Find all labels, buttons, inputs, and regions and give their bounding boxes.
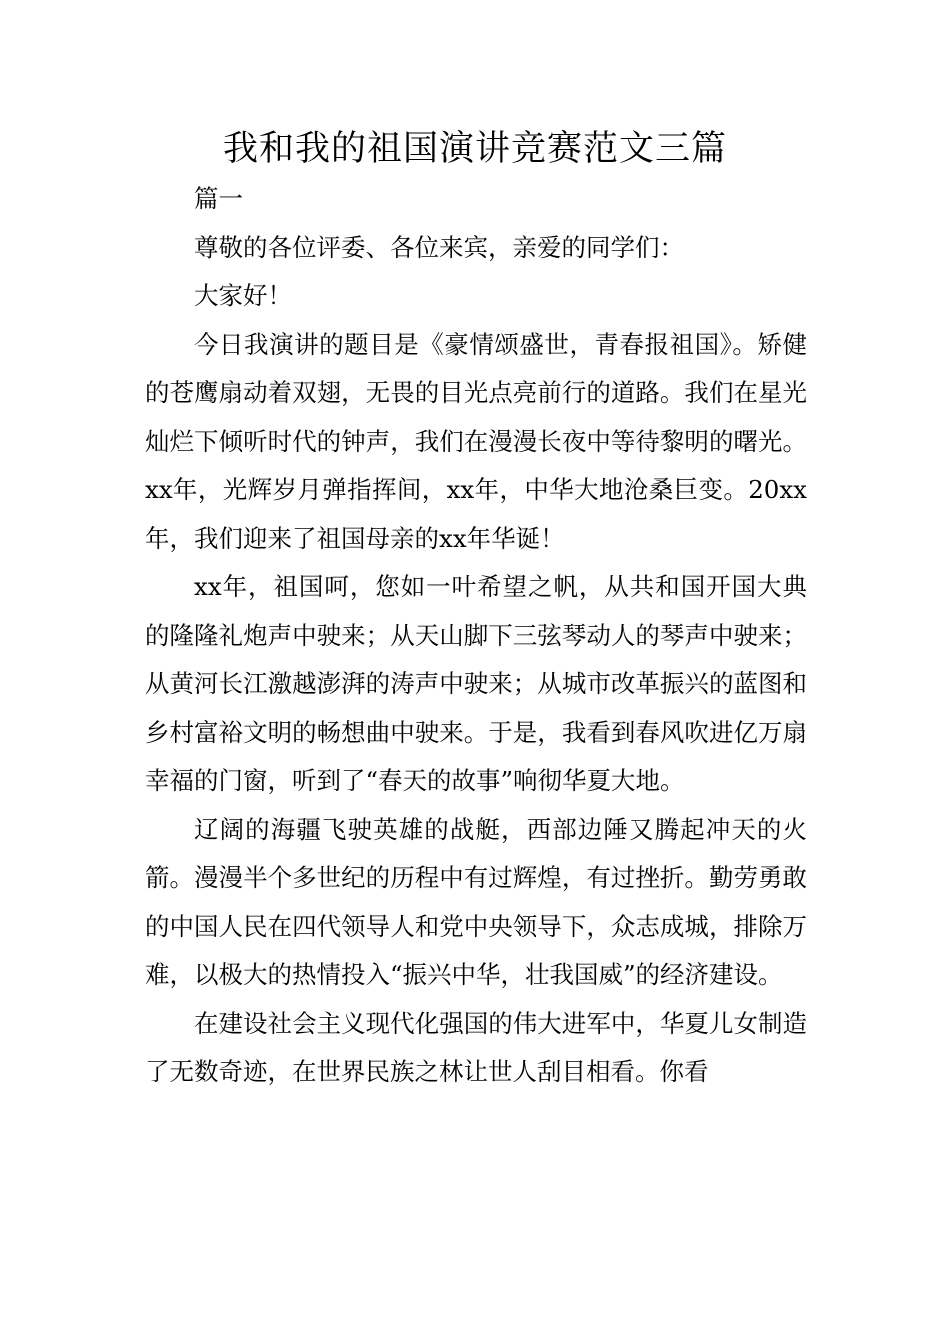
salutation: 尊敬的各位评委、各位来宾，亲爱的同学们： bbox=[194, 232, 684, 262]
document-body bbox=[145, 175, 807, 1097]
body-paragraph: 在建设社会主义现代化强国的伟大进军中，华夏儿女制造了无数奇迹，在世界民族之林让世人刮目相看。你看 bbox=[145, 1008, 807, 1086]
section-heading: 篇一 bbox=[194, 184, 243, 213]
body-paragraph: 今日我演讲的题目是《豪情颂盛世，青春报祖国》。矫健的苍鹰扇动着双翅，无畏的目光点亮前行的道路。我们在星光灿烂下倾听时代的钟声，我们在漫漫长夜中等待黎明的曙光。xx年，光辉岁月弹指挥间，xx年，中华大地沧桑巨变。20xx年，我们迎来了祖国母亲的xx年华诞！ bbox=[145, 329, 807, 553]
greeting: 大家好！ bbox=[194, 281, 292, 310]
body-paragraph: 辽阔的海疆飞驶英雄的战艇，西部边陲又腾起冲天的火箭。漫漫半个多世纪的历程中有过辉煌，有过挫折。勤劳勇敢的中国人民在四代领导人和党中央领导下，众志成城，排除万难，以极大的热情投入“振兴中华，壮我国威”的经济建设。 bbox=[145, 814, 807, 989]
body-paragraph: xx年，祖国呵，您如一叶希望之帆，从共和国开国大典的隆隆礼炮声中驶来；从天山脚下三弦琴动人的琴声中驶来；从黄河长江激越澎湃的涛声中驶来；从城市改革振兴的蓝图和乡村富裕文明的畅想曲中驶来。于是，我看到春风吹进亿万扇幸福的门窗，听到了“春天的故事”响彻华夏大地。 bbox=[145, 572, 807, 795]
document-title: 我和我的祖国演讲竞赛范文三篇 bbox=[222, 129, 727, 169]
